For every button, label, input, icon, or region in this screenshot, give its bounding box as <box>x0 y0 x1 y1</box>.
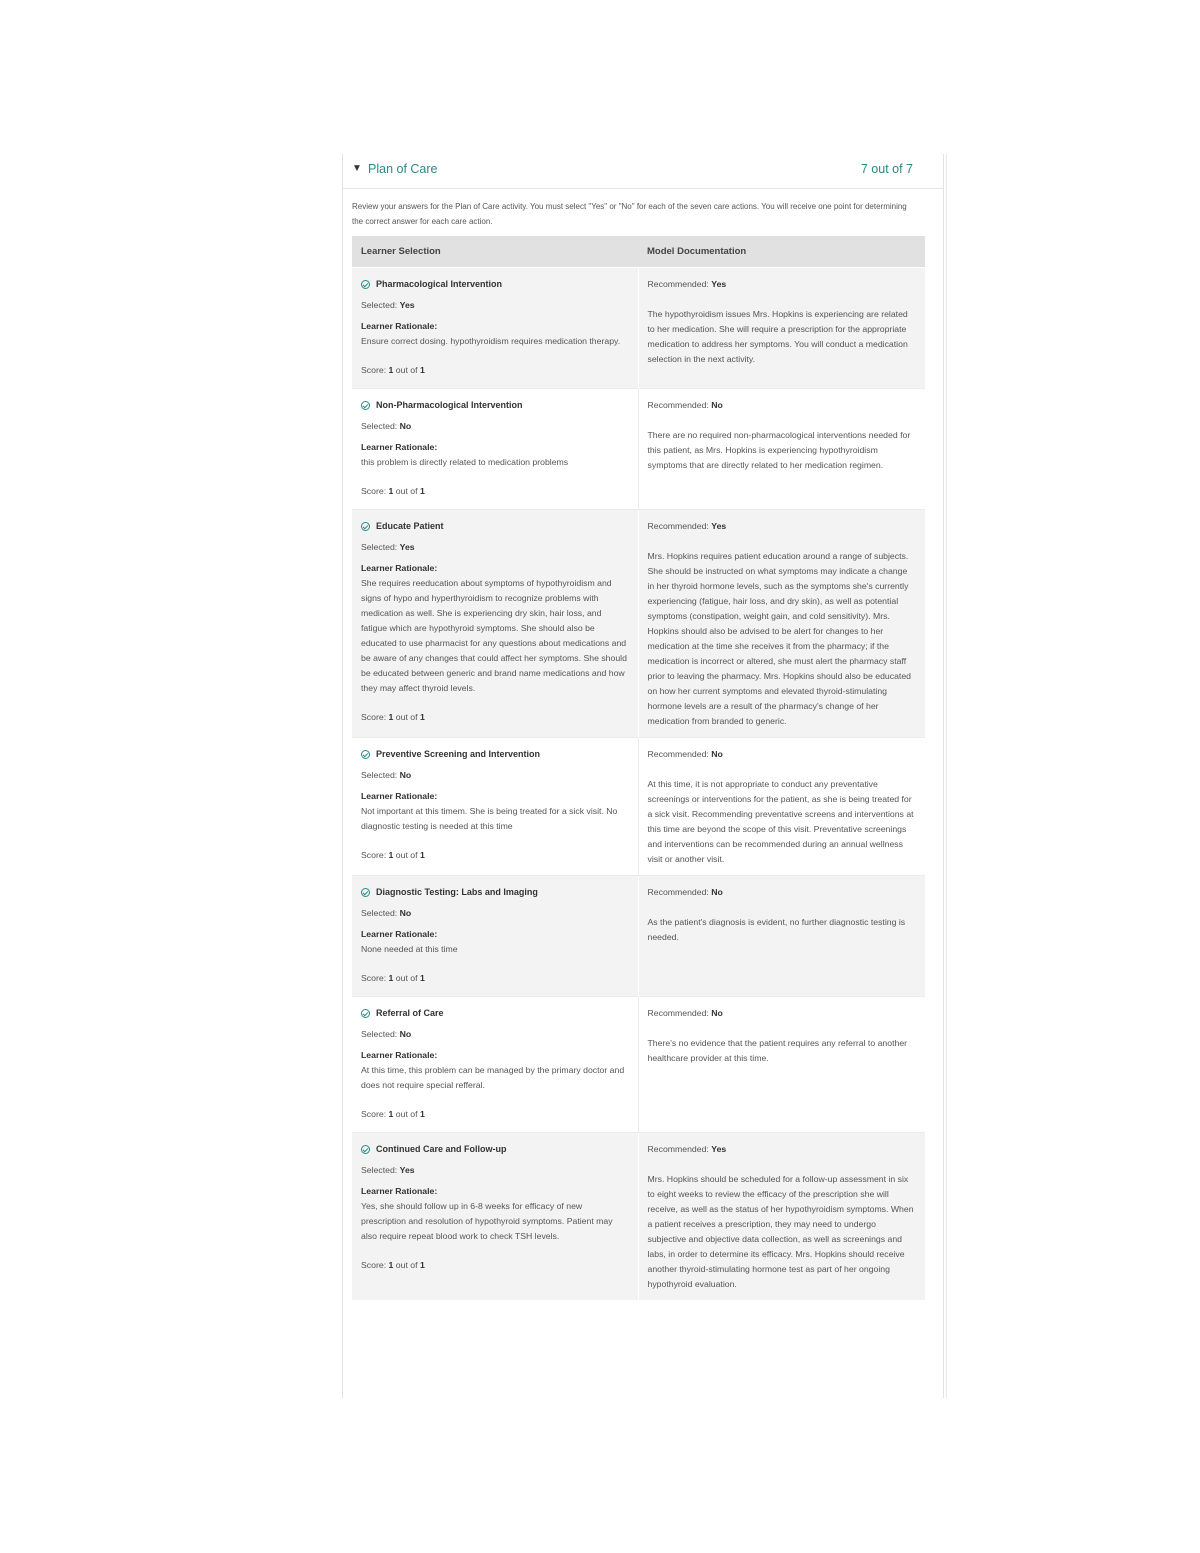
recommended-label: Recommended: <box>647 1008 709 1018</box>
score-value: 1 <box>388 973 394 983</box>
learner-selection-cell <box>352 738 638 876</box>
care-actions-table <box>352 236 925 1300</box>
table-row <box>352 1133 925 1301</box>
table-row <box>352 268 925 389</box>
score-value: 1 <box>388 1260 394 1270</box>
table-row <box>352 389 925 510</box>
recommended-line <box>648 1006 917 1021</box>
documentation-text: The hypothyroidism issues Mrs. Hopkins is experiencing are related to her medication. She will require a prescription for the appropriate medication to address her symptoms. You will conduct a medication selection in the next activity. <box>647 309 908 364</box>
score-label: Score: <box>361 486 387 496</box>
documentation-text: At this time, it is not appropriate to conduct any preventative screenings or interventions for the patient, as she is being treated for a sick visit. Recommending preventative screens and interventions at this time are beyond the scope of this visit. Preventative screenings and interventions can be recommended during an annual wellness visit or another visit. <box>647 779 914 864</box>
recommended-label: Recommended: <box>647 279 709 289</box>
care-action-name: Referral of Care <box>376 1008 444 1018</box>
selected-line <box>361 419 629 434</box>
score-value: 1 <box>388 712 394 722</box>
care-action-name: Preventive Screening and Intervention <box>376 749 541 759</box>
score-label: Score: <box>361 712 387 722</box>
score-label: Score: <box>361 1260 387 1270</box>
rationale-text: None needed at this time <box>361 944 458 954</box>
selected-label: Selected: <box>361 542 398 552</box>
table-row <box>352 997 925 1133</box>
section-title[interactable]: Plan of Care <box>368 162 438 176</box>
model-documentation-cell <box>638 997 925 1133</box>
recommended-value: No <box>711 1008 723 1018</box>
section-header[interactable] <box>343 154 943 189</box>
recommended-line <box>648 747 917 762</box>
column-header-model: Model Documentation <box>638 236 925 268</box>
score-mid: out of <box>395 973 418 983</box>
recommended-line <box>648 885 917 900</box>
selected-line <box>361 906 629 921</box>
chevron-down-icon[interactable]: ▼ <box>352 163 362 174</box>
recommended-line <box>648 1142 917 1157</box>
rationale-label: Learner Rationale: <box>361 442 438 452</box>
model-documentation-cell <box>638 510 925 738</box>
rationale-label: Learner Rationale: <box>361 321 438 331</box>
recommended-value: Yes <box>711 279 727 289</box>
score-total: 1 <box>419 1260 425 1270</box>
score-value: 1 <box>388 1109 394 1119</box>
table-row <box>352 510 925 738</box>
recommended-label: Recommended: <box>647 887 709 897</box>
selected-line <box>361 298 629 313</box>
recommended-label: Recommended: <box>647 749 709 759</box>
table-row <box>352 876 925 997</box>
selected-label: Selected: <box>361 300 398 310</box>
learner-selection-cell <box>352 1133 638 1301</box>
learner-selection-cell <box>352 268 638 389</box>
score-mid: out of <box>395 712 418 722</box>
learner-selection-cell <box>352 876 638 997</box>
check-circle-icon <box>361 401 370 410</box>
rationale-text: At this time, this problem can be managed by the primary doctor and does not require special refferal. <box>361 1065 625 1090</box>
score-total: 1 <box>419 365 425 375</box>
score-mid: out of <box>395 1109 418 1119</box>
recommended-value: No <box>711 400 723 410</box>
recommended-line <box>648 519 917 534</box>
row-score <box>361 848 629 863</box>
score-total: 1 <box>419 1109 425 1119</box>
learner-selection-cell <box>352 997 638 1133</box>
rationale-label: Learner Rationale: <box>361 1050 438 1060</box>
score-value: 1 <box>388 365 394 375</box>
score-total: 1 <box>419 973 425 983</box>
table-row <box>352 738 925 876</box>
recommended-line <box>648 277 917 292</box>
selected-line <box>361 1027 629 1042</box>
rationale-label: Learner Rationale: <box>361 563 438 573</box>
column-header-learner: Learner Selection <box>352 236 638 268</box>
row-score <box>361 710 629 725</box>
recommended-value: Yes <box>711 521 727 531</box>
score-mid: out of <box>395 850 418 860</box>
check-circle-icon <box>361 750 370 759</box>
score-mid: out of <box>395 486 418 496</box>
check-circle-icon <box>361 1145 370 1154</box>
rationale-label: Learner Rationale: <box>361 1186 438 1196</box>
row-score <box>361 363 629 378</box>
row-score <box>361 971 629 986</box>
selected-value: Yes <box>399 300 415 310</box>
recommended-line <box>648 398 917 413</box>
selected-label: Selected: <box>361 421 398 431</box>
row-score <box>361 1258 629 1273</box>
score-label: Score: <box>361 365 387 375</box>
rationale-text: this problem is directly related to medication problems <box>361 457 569 467</box>
check-circle-icon <box>361 1009 370 1018</box>
recommended-value: No <box>711 887 723 897</box>
score-label: Score: <box>361 1109 387 1119</box>
score-value: 1 <box>388 850 394 860</box>
model-documentation-cell <box>638 389 925 510</box>
recommended-label: Recommended: <box>647 521 709 531</box>
model-documentation-cell <box>638 268 925 389</box>
total-score: 7 out of 7 <box>860 162 913 176</box>
rationale-text: She requires reeducation about symptoms of hypothyroidism and signs of hypo and hyperthyroidism to recognize problems with medication as well. She is experiencing dry skin, hair loss, and fatigue which are hypothyroid symptoms. She should also be educated to use pharmacist for any questions about medications and be aware of any changes that could affect her symptoms. She should be educated between generic and brand name medications and how they may affect thyroid levels. <box>361 578 627 693</box>
selected-value: Yes <box>399 1165 415 1175</box>
documentation-text: As the patient's diagnosis is evident, no further diagnostic testing is needed. <box>647 917 906 942</box>
row-score <box>361 484 629 499</box>
documentation-text: Mrs. Hopkins requires patient education around a range of subjects. She should be instructed on what symptoms may indicate a change in her thyroid hormone levels, such as the symptoms she's currently experiencing (fatigue, hair loss, and dry skin), as well as potential symptoms (constipation, weight gain, and cold sensitivity). Mrs. Hopkins should also be advised to be alert for changes to her medication at the time she receives it from the pharmacy; if the medication is incorrect or altered, she must alert the pharmacy staff prior to leaving the pharmacy. Mrs. Hopkins should also be educated on how her current symptoms and elevated thyroid-stimulating hormone levels are a result of the pharmacy's change of her medication from branded to generic. <box>647 551 912 726</box>
selected-value: No <box>399 770 412 780</box>
care-action-name: Pharmacological Intervention <box>376 279 503 289</box>
score-label: Score: <box>361 850 387 860</box>
care-action-name: Non-Pharmacological Intervention <box>376 400 523 410</box>
selected-line <box>361 540 629 555</box>
rationale-text: Yes, she should follow up in 6-8 weeks for efficacy of new prescription and resolution of hypothyroid symptoms. Patient may also require repeat blood work to check TSH levels. <box>361 1201 613 1241</box>
score-value: 1 <box>388 486 394 496</box>
selected-label: Selected: <box>361 1165 398 1175</box>
care-action-name: Educate Patient <box>376 521 444 531</box>
learner-selection-cell <box>352 389 638 510</box>
recommended-value: Yes <box>711 1144 727 1154</box>
selected-line <box>361 1163 629 1178</box>
learner-selection-cell <box>352 510 638 738</box>
recommended-value: No <box>711 749 723 759</box>
documentation-text: Mrs. Hopkins should be scheduled for a follow-up assessment in six to eight weeks to review the efficacy of the prescription she will receive, as well as the status of her hypothyroidism symptoms. When a patient receives a prescription, they may need to undergo subjective and objective data collection, as well as screenings and labs, in order to determine its efficacy. Mrs. Hopkins should receive another thyroid-stimulating hormone test as part of her ongoing hypothyroid evaluation. <box>647 1174 914 1289</box>
recommended-label: Recommended: <box>647 1144 709 1154</box>
check-circle-icon <box>361 522 370 531</box>
score-mid: out of <box>395 1260 418 1270</box>
score-mid: out of <box>395 365 418 375</box>
score-label: Score: <box>361 973 387 983</box>
selected-label: Selected: <box>361 908 398 918</box>
rationale-label: Learner Rationale: <box>361 791 438 801</box>
rationale-text: Ensure correct dosing. hypothyroidism requires medication therapy. <box>361 336 621 346</box>
selected-label: Selected: <box>361 1029 398 1039</box>
documentation-text: There's no evidence that the patient requires any referral to another healthcare provider at this time. <box>647 1038 908 1063</box>
care-action-name: Continued Care and Follow-up <box>376 1144 507 1154</box>
intro-text: Review your answers for the Plan of Care activity. You must select "Yes" or "No" for each of the seven care actions. You will receive one point for determining the correct answer for each care action. <box>352 202 907 226</box>
row-score <box>361 1107 629 1122</box>
model-documentation-cell <box>638 738 925 876</box>
selected-line <box>361 768 629 783</box>
score-total: 1 <box>419 486 425 496</box>
selected-value: Yes <box>399 542 415 552</box>
model-documentation-cell <box>638 876 925 997</box>
selected-value: No <box>399 1029 412 1039</box>
rationale-label: Learner Rationale: <box>361 929 438 939</box>
score-total: 1 <box>419 850 425 860</box>
care-action-name: Diagnostic Testing: Labs and Imaging <box>376 887 538 897</box>
selected-label: Selected: <box>361 770 398 780</box>
selected-value: No <box>399 421 412 431</box>
check-circle-icon <box>361 888 370 897</box>
selected-value: No <box>399 908 412 918</box>
check-circle-icon <box>361 280 370 289</box>
documentation-text: There are no required non-pharmacological interventions needed for this patient, as Mrs. Hopkins is experiencing hypothyroidism symptoms that are directly related to her medication regimen. <box>647 430 911 470</box>
plan-of-care-panel <box>342 154 944 1398</box>
score-total: 1 <box>419 712 425 722</box>
model-documentation-cell <box>638 1133 925 1301</box>
rationale-text: Not important at this timem. She is being treated for a sick visit. No diagnostic testing is needed at this time <box>361 806 618 831</box>
recommended-label: Recommended: <box>647 400 709 410</box>
